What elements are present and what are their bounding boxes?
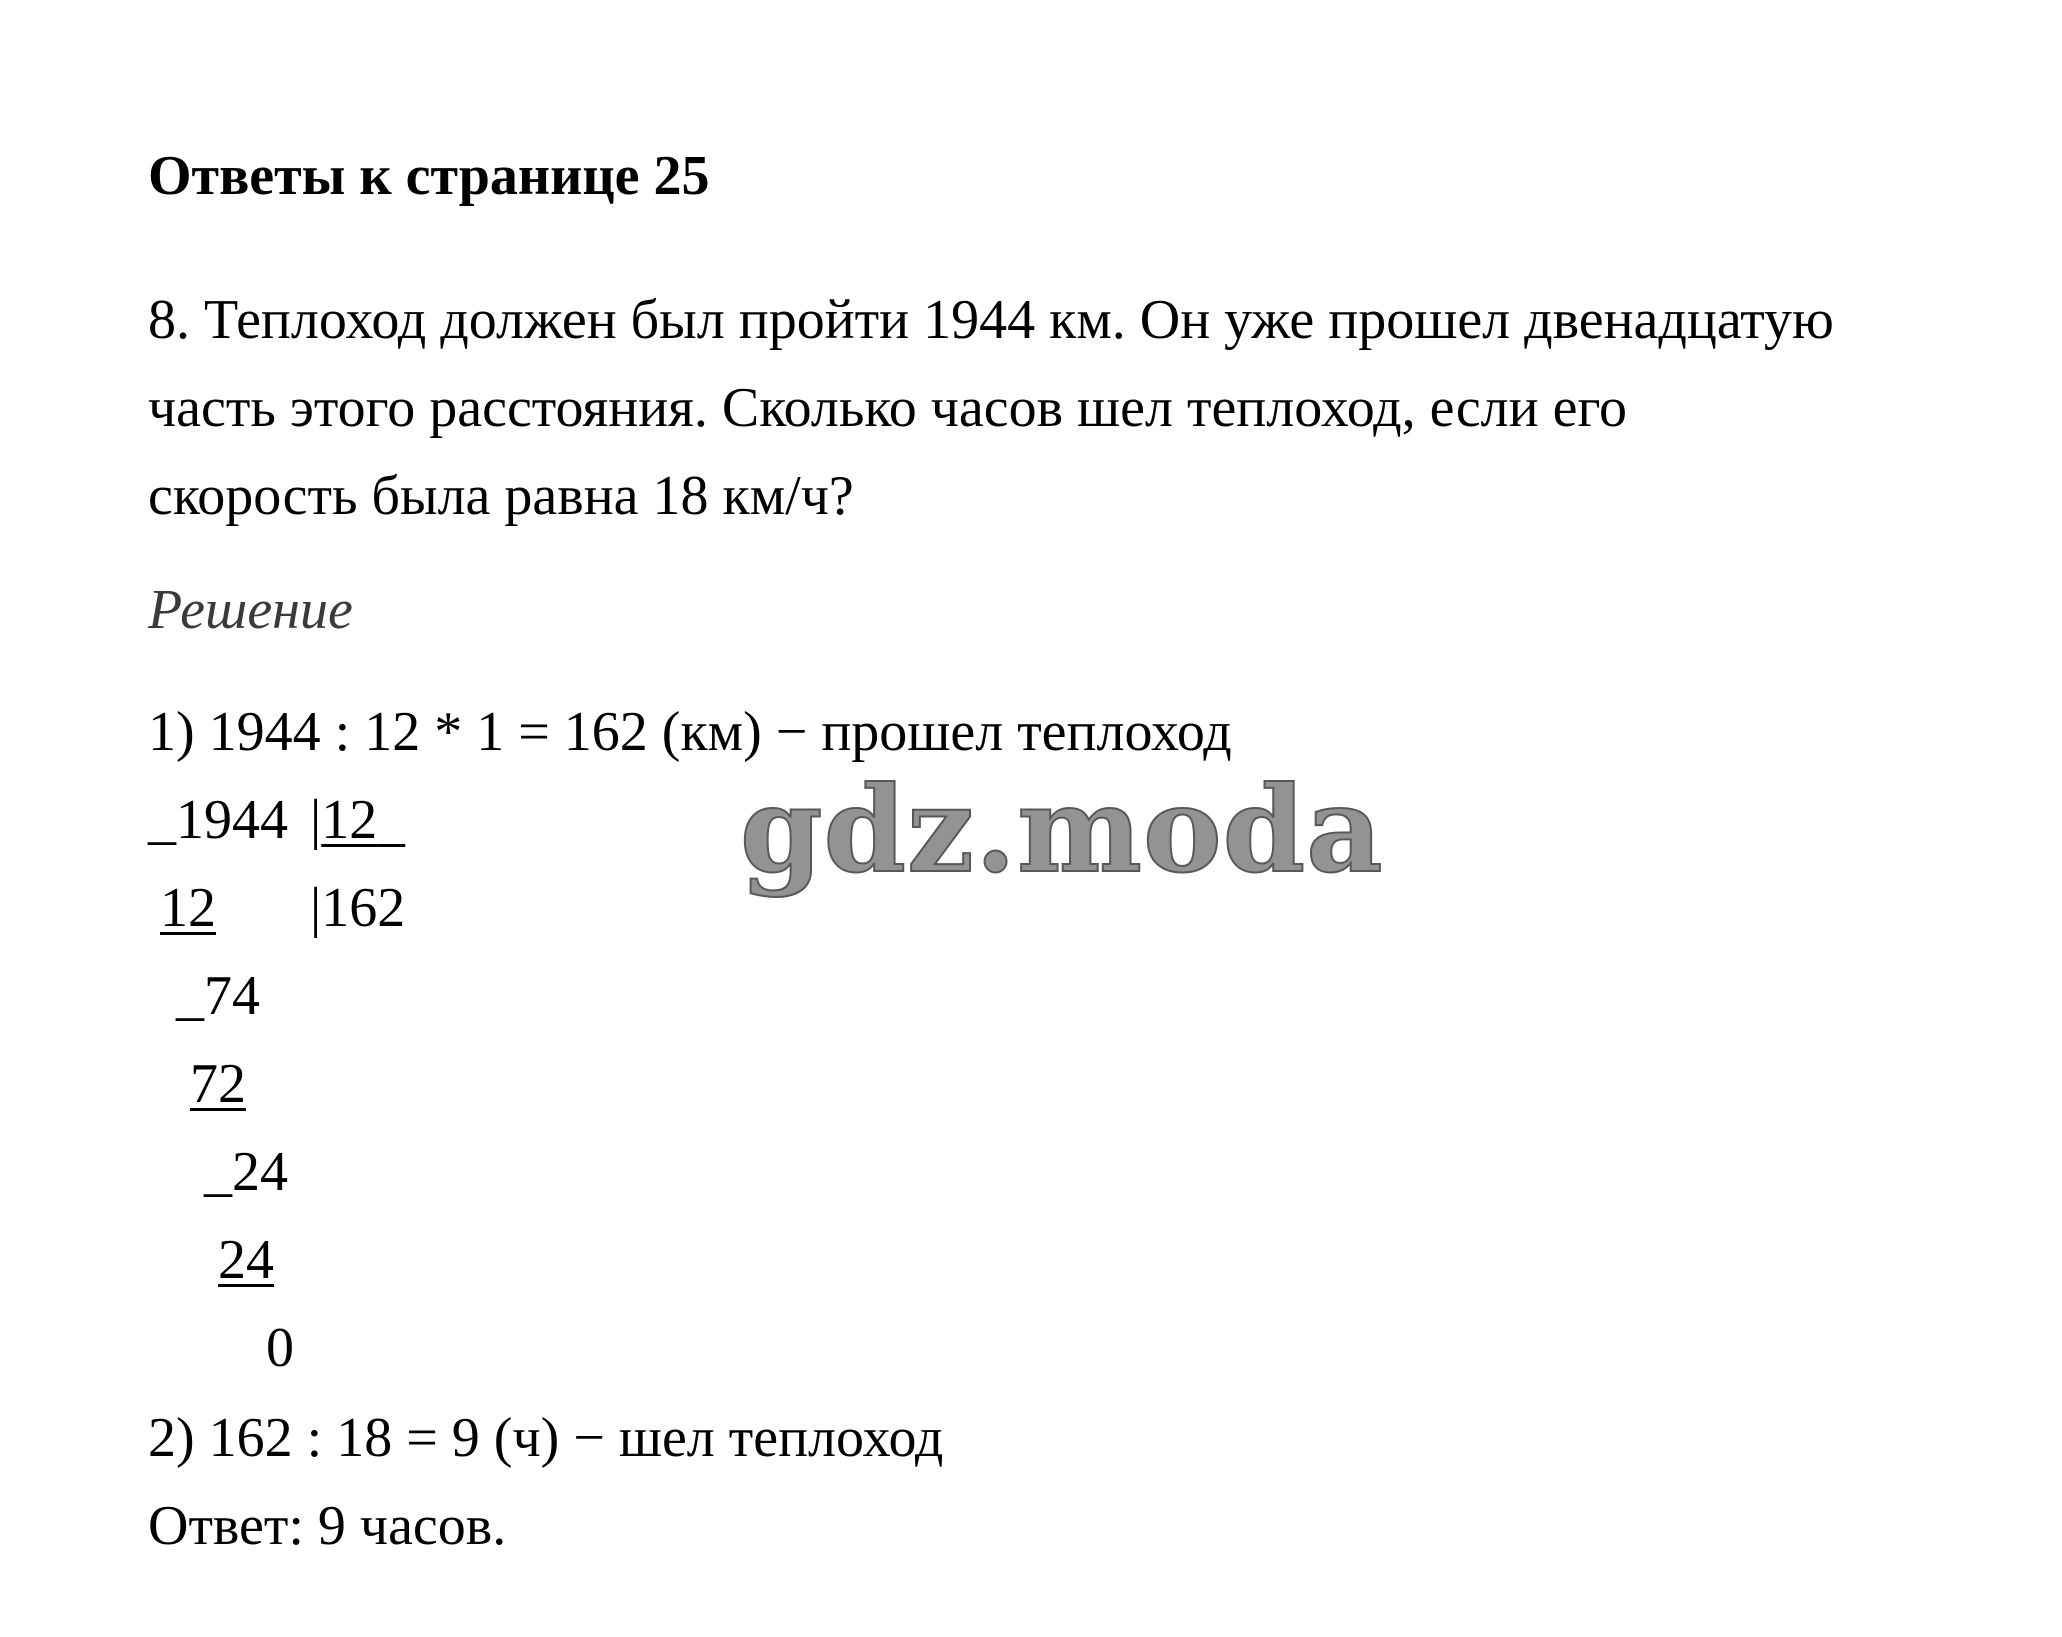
- solution-step-1: 1) 1944 : 12 * 1 = 162 (км) − прошел теплоход: [148, 701, 1232, 763]
- solution-label: Решение: [148, 579, 353, 641]
- division-subtrahend-1: 12: [160, 877, 216, 939]
- division-divisor: [310, 790, 405, 850]
- answer-line: Ответ: 9 часов.: [148, 1495, 507, 1557]
- division-divisor-value: 12: [321, 789, 378, 851]
- division-quotient: |162: [310, 877, 406, 939]
- task-text-line-3: скорость была равна 18 км/ч?: [148, 465, 854, 527]
- division-subtrahend-3: 24: [218, 1229, 274, 1291]
- division-subtrahend-2: 72: [190, 1053, 246, 1115]
- division-remainder-1: _74: [176, 965, 260, 1027]
- division-divisor-bar: |: [310, 789, 322, 851]
- task-text-line-1: 8. Теплоход должен был пройти 1944 км. Он уже прошел двенадцатую: [148, 289, 1834, 351]
- task-text-line-2: часть этого расстояния. Сколько часов шел теплоход, если его: [148, 377, 1628, 439]
- division-remainder-2: _24: [204, 1141, 288, 1203]
- page-title: Ответы к странице 25: [148, 145, 710, 207]
- watermark-logo: gdz.moda: [740, 760, 1384, 899]
- solution-step-2: 2) 162 : 18 = 9 (ч) − шел теплоход: [148, 1407, 944, 1469]
- division-dividend: _1944: [148, 789, 288, 851]
- division-remainder-final: 0: [266, 1317, 294, 1379]
